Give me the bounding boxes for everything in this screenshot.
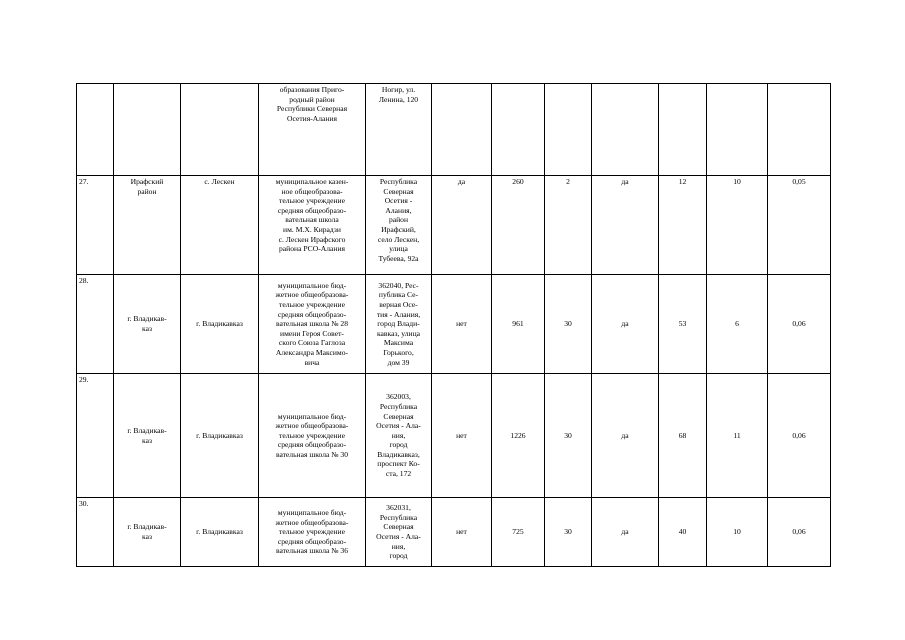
students-cell: 961: [492, 275, 545, 374]
value-cell-4: 11: [707, 374, 768, 498]
students-cell: [492, 84, 545, 176]
students-cell: 1226: [492, 374, 545, 498]
locality-cell: г. Владикавказ: [181, 275, 259, 374]
district-cell: [114, 84, 181, 176]
value-cell-5: 0,06: [768, 275, 831, 374]
value-cell-3: 12: [659, 176, 707, 275]
table-row: [77, 84, 831, 176]
value-cell-5: 0,05: [768, 176, 831, 275]
schools-table: [76, 83, 831, 567]
locality-cell: г. Владикавказ: [181, 374, 259, 498]
value-cell-5: [768, 84, 831, 176]
value-cell-2: [592, 84, 659, 176]
value-cell-3: 68: [659, 374, 707, 498]
value-cell-4: 10: [707, 498, 768, 567]
value-cell-2: да: [592, 275, 659, 374]
flag-cell: нет: [432, 275, 492, 374]
table-row: [77, 275, 831, 374]
district-cell: г. Владикав- каз: [114, 275, 181, 374]
school-name-cell: муниципальное бюд- жетное общеобразова- тельное учреждение средняя общеобразо- вательная школа № 28 имени Героя Совет- ского Союза Гаглоза Александра Максимо- вича: [259, 275, 366, 374]
value-cell-5: 0,06: [768, 498, 831, 567]
table-row: [77, 498, 831, 567]
flag-cell: нет: [432, 374, 492, 498]
value-cell-2: да: [592, 176, 659, 275]
address-cell: 362031, Республика Северная Осетия - Ала- ния, город: [366, 498, 432, 567]
school-name-cell: образования Приго- родный район Республики Северная Осетия-Алания: [259, 84, 366, 176]
locality-cell: с. Лескен: [181, 176, 259, 275]
address-cell: 362003, Республика Северная Осетия - Ала- ния, город Владикавказ, проспект Ко- ста, 172: [366, 374, 432, 498]
locality-cell: г. Владикавказ: [181, 498, 259, 567]
value-cell-2: да: [592, 374, 659, 498]
value-cell-1: 30: [545, 374, 592, 498]
value-cell-1: 30: [545, 498, 592, 567]
school-name-cell: муниципальное бюд- жетное общеобразова- тельное учреждение средняя общеобразо- вательная школа № 36: [259, 498, 366, 567]
locality-cell: [181, 84, 259, 176]
value-cell-1: 30: [545, 275, 592, 374]
value-cell-1: [545, 84, 592, 176]
value-cell-4: 6: [707, 275, 768, 374]
row-number: [77, 84, 114, 176]
value-cell-4: 10: [707, 176, 768, 275]
flag-cell: нет: [432, 498, 492, 567]
district-cell: г. Владикав- каз: [114, 498, 181, 567]
school-name-cell: муниципальное казен- ное общеобразова- тельное учреждение средняя общеобразо- вательная школа им. М.Х. Кирадзи с. Лескен Ирафского района РСО-Алания: [259, 176, 366, 275]
value-cell-5: 0,06: [768, 374, 831, 498]
address-cell: Республика Северная Осетия - Алания, район Ирафский, село Лескен, улица Тубеева, 92а: [366, 176, 432, 275]
value-cell-3: 53: [659, 275, 707, 374]
address-cell: 362040, Рес- публика Се- верная Осе- тия - Алания, город Влади- кавказ, улица Максима Горького, дом 39: [366, 275, 432, 374]
value-cell-3: 40: [659, 498, 707, 567]
district-cell: Ирафский район: [114, 176, 181, 275]
table-row: [77, 374, 831, 498]
table-row: [77, 176, 831, 275]
students-cell: 725: [492, 498, 545, 567]
value-cell-3: [659, 84, 707, 176]
row-number: 30.: [77, 498, 114, 567]
school-name-cell: муниципальное бюд- жетное общеобразова- тельное учреждение средняя общеобразо- вательная школа № 30: [259, 374, 366, 498]
flag-cell: да: [432, 176, 492, 275]
row-number: 28.: [77, 275, 114, 374]
district-cell: г. Владикав- каз: [114, 374, 181, 498]
students-cell: 260: [492, 176, 545, 275]
flag-cell: [432, 84, 492, 176]
row-number: 27.: [77, 176, 114, 275]
address-cell: Ногир, ул. Ленина, 120: [366, 84, 432, 176]
value-cell-4: [707, 84, 768, 176]
value-cell-2: да: [592, 498, 659, 567]
value-cell-1: 2: [545, 176, 592, 275]
row-number: 29.: [77, 374, 114, 498]
